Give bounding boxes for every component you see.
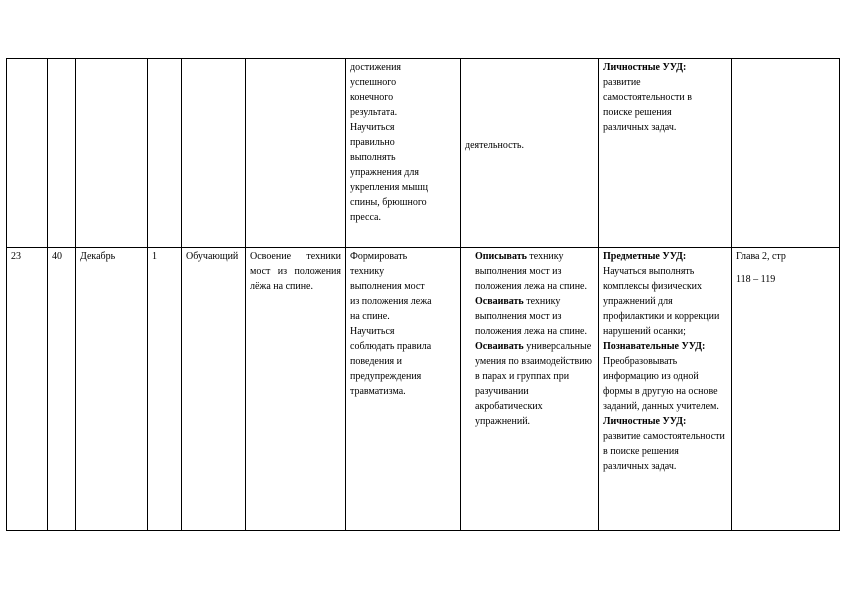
goal-line: успешного [350,77,397,88]
goal-line: укрепления мышц [350,182,428,193]
cell-month [76,59,148,248]
uud-line: самостоятельности в [603,92,693,103]
cell-type [182,59,246,248]
cell-topic [246,59,346,248]
goal-line: достижения [350,62,402,73]
table-row [7,59,840,248]
uud-title: Личностные УУД: [603,62,687,73]
uud-line: поиске решения [603,107,672,118]
goal-line: Формировать [350,251,408,262]
goal-line: поведения и [350,356,403,367]
goal-line: предупреждения [350,371,422,382]
table-row [7,248,840,531]
activity-verb: Описывать [475,251,527,262]
activity-text: технику выполнения мост из положения лежа на спине. [475,251,587,292]
activity-text: технику выполнения мост из положения лежа на спине. [475,296,587,337]
cell-textbook [732,248,840,531]
goal-line: упражнения для [350,167,419,178]
cell-hours [148,59,182,248]
cell-month: Декабрь [76,248,148,531]
cell-activities [461,248,599,531]
cell-number [7,59,48,248]
textbook-pages: 118 – 119 [736,274,776,285]
goal-line: спины, брюшного [350,197,427,208]
cell-uud [599,59,732,248]
spacer [736,264,835,272]
cell-uud [599,248,732,531]
cell-lesson [48,59,76,248]
goal-line: пресса. [350,212,381,223]
goal-line: из положения лежа [350,296,432,307]
goal-line: Научиться [350,326,395,337]
cell-number: 23 [7,248,48,531]
uud-title: Познавательные УУД: [603,341,706,352]
uud-text: Научаться выполнять комплексы физических упражнений для профилактики и коррекции нарушений осанки; [603,266,720,337]
uud-line: различных задач. [603,122,677,133]
cell-topic: Освоение техники мост из положения лёжа на спине. [246,248,346,531]
activity-text: универсальные умения по взаимодействию в парах и группах при разучивании акробатических упражнений. [475,341,593,427]
goal-line: на спине. [350,311,390,322]
activity-verb: Осваивать [475,341,524,352]
activities-text: деятельность. [465,140,524,151]
uud-title: Личностные УУД: [603,416,687,427]
cell-activities [461,59,599,248]
cell-textbook [732,59,840,248]
activity-block [475,249,594,294]
uud-text: Преобразовывать информацию из одной формы в другую на основе заданий, данных учителем. [603,356,719,412]
cell-type: Обучающий [182,248,246,531]
cell-lesson: 40 [48,248,76,531]
goal-line: правильно [350,137,395,148]
lesson-plan-table [6,58,840,531]
goal-line: выполнять [350,152,396,163]
uud-title: Предметные УУД: [603,251,687,262]
goal-line: Научиться [350,122,395,133]
activity-verb: Осваивать [475,296,524,307]
activity-block [475,339,594,429]
goal-line: технику [350,266,385,277]
goal-line: соблюдать правила [350,341,432,352]
cell-hours: 1 [148,248,182,531]
goal-line: травматизма. [350,386,406,397]
textbook-chapter: Глава 2, стр [736,251,786,262]
cell-learning-goals [346,59,461,248]
goal-line: конечного [350,92,394,103]
cell-learning-goals [346,248,461,531]
uud-line: развитие [603,77,641,88]
uud-text: развитие самостоятельности в поиске решения различных задач. [603,431,725,472]
goal-line: выполнения мост [350,281,425,292]
goal-line: результата. [350,107,398,118]
activity-block [475,294,594,339]
